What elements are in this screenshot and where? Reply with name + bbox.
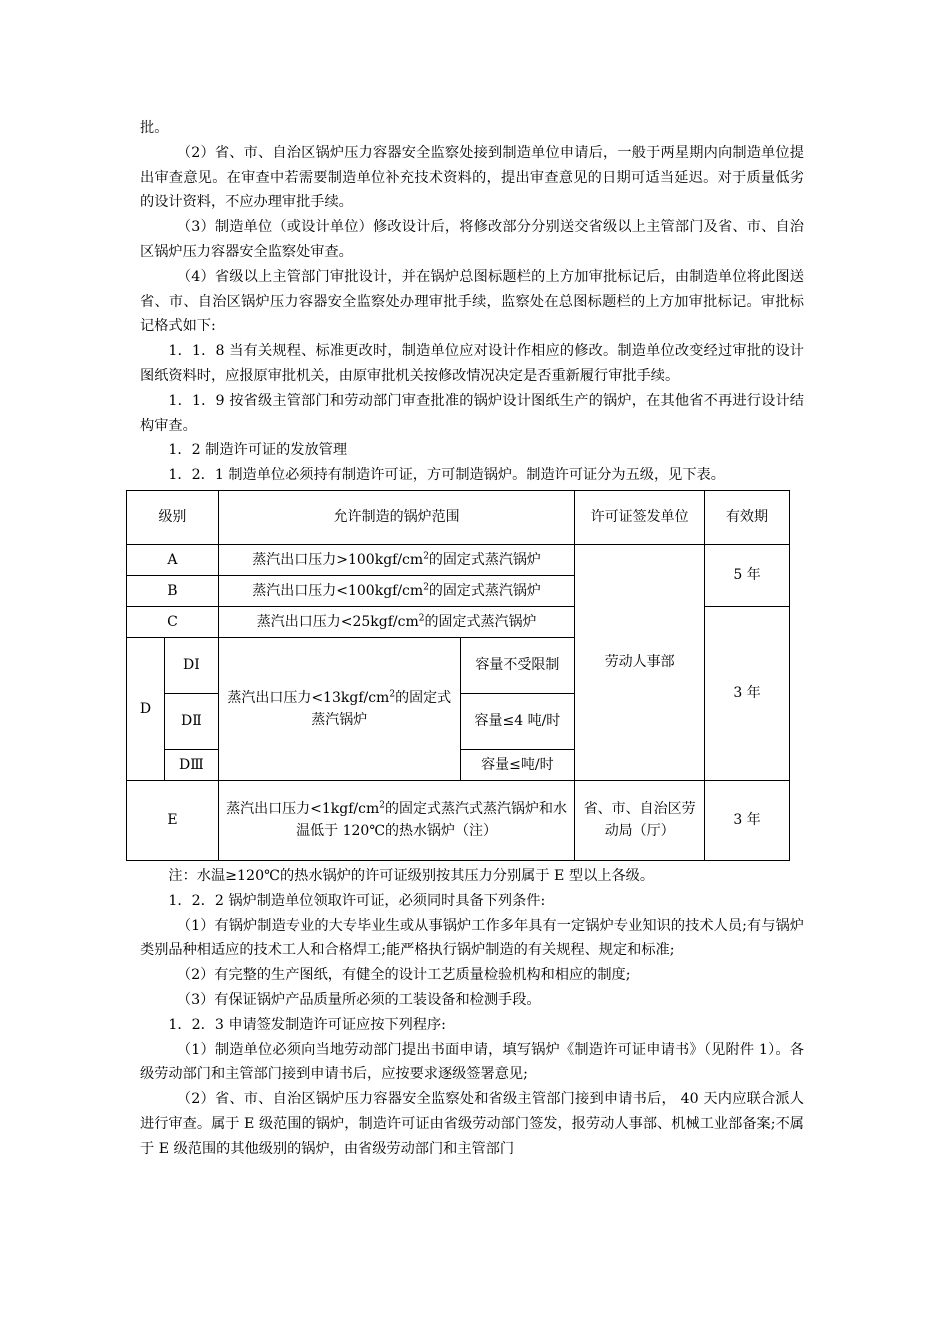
grade-cell: D: [127, 637, 165, 780]
paragraph: （1）有锅炉制造专业的大专毕业生或从事锅炉工作多年具有一定锅炉专业知识的技术人员;有与锅炉类别品种相适应的技术工人和合格焊工;能严格执行锅炉制造的有关规程、规定和标准;: [140, 917, 804, 959]
table-note: 注：水温≥120℃的热水锅炉的许可证级别按其压力分别属于 E 型以上各级。: [168, 867, 655, 884]
paragraph: （2）省、市、自治区锅炉压力容器安全监察处接到制造单位申请后，一般于两星期内向制造单位提出审查意见。在审查中若需要制造单位补充技术资料的，提出审查意见的日期可适当延迟。对于质量低劣的设计资料，不应办理审批手续。: [140, 144, 804, 211]
validity-cell: 5 年: [705, 544, 790, 606]
paragraph: （1）制造单位必须向当地劳动部门提出书面申请，填写锅炉《制造许可证申请书》（见附件 1）。各级劳动部门和主管部门接到申请书后，应按要求逐级签署意见;: [140, 1041, 804, 1083]
header-issuer: 许可证签发单位: [575, 490, 705, 544]
grade-cell: B: [127, 575, 219, 606]
paragraph: 批。: [140, 120, 169, 136]
issuer-cell: 省、市、自治区劳动局（厅）: [575, 780, 705, 860]
section-1-1-8: 1．1．8 当有关规程、标准更改时，制造单位应对设计作相应的修改。制造单位改变经过审批的设计图纸资料时，应报原审批机关，由原审批机关按修改情况决定是否重新履行审批手续。: [140, 343, 804, 384]
grade-cell: A: [127, 544, 219, 575]
subgrade-cell: DⅢ: [164, 749, 218, 780]
section-1-2-2: 1．2．2 锅炉制造单位领取许可证，必须同时具备下列条件:: [168, 892, 546, 909]
issuer-cell: 劳动人事部: [575, 544, 705, 780]
grade-cell: E: [127, 780, 219, 860]
capacity-cell: 容量≤4 吨/时: [460, 693, 575, 749]
scope-cell: 蒸汽出口压力$>100kgf/cm^2$的固定式蒸汽锅炉: [218, 544, 574, 575]
heading-1-2: 1．2 制造许可证的发放管理: [168, 442, 348, 459]
paragraph: （3）制造单位（或设计单位）修改设计后，将修改部分分别送交省级以上主管部门及省、市、自治区锅炉压力容器安全监察处审查。: [140, 219, 804, 260]
table-header-row: [127, 490, 790, 544]
document-page: [140, 116, 804, 1162]
scope-cell: 蒸汽出口压力$<100kgf/cm^2$的固定式蒸汽锅炉: [218, 575, 574, 606]
subgrade-cell: DⅡ: [164, 693, 218, 749]
header-validity: 有效期: [705, 490, 790, 544]
scope-cell: 蒸汽出口压力$<13kgf/cm^2$的固定式蒸汽锅炉: [218, 637, 460, 780]
grade-cell: C: [127, 606, 219, 637]
section-1-2-1: 1．2．1 制造单位必须持有制造许可证，方可制造锅炉。制造许可证分为五级，见下表。: [168, 467, 725, 484]
scope-cell: 蒸汽出口压力$<1kgf/cm^2$的固定式蒸汽式蒸汽锅炉和水温低于 120℃的热水锅炉（注）: [218, 780, 574, 860]
section-1-2-3: 1．2．3 申请签发制造许可证应按下列程序:: [168, 1016, 446, 1033]
header-scope: 允许制造的锅炉范围: [218, 490, 574, 544]
subgrade-cell: DⅠ: [164, 637, 218, 693]
paragraph: （3）有保证锅炉产品质量所必须的工装设备和检测手段。: [176, 991, 541, 1008]
paragraph: （2）省、市、自治区锅炉压力容器安全监察处和省级主管部门接到申请书后， 40 天内应联合派人进行审查。属于 E 级范围的锅炉，制造许可证由省级劳动部门签发，报劳动人事部、机械工业部备案;不属于 E 级范围的其他级别的锅炉，由省级劳动部门和主管部门: [140, 1091, 804, 1157]
paragraph: （2）有完整的生产图纸，有健全的设计工艺质量检验机构和相应的制度;: [176, 967, 631, 984]
section-1-1-9: 1．1．9 按省级主管部门和劳动部门审查批准的锅炉设计图纸生产的锅炉，在其他省不再进行设计结构审查。: [140, 392, 804, 434]
capacity-cell: 容量不受限制: [460, 637, 575, 693]
validity-cell: 3 年: [705, 780, 790, 860]
validity-cell: 3 年: [705, 606, 790, 780]
scope-cell: 蒸汽出口压力$<25kgf/cm^2$的固定式蒸汽锅炉: [218, 606, 574, 637]
table-row: [127, 780, 790, 860]
header-grade: 级别: [127, 490, 219, 544]
table-row: [127, 544, 790, 575]
paragraph: （4）省级以上主管部门审批设计，并在锅炉总图标题栏的上方加审批标记后，由制造单位将此图送省、市、自治区锅炉压力容器安全监察处办理审批手续，监察处在总图标题栏的上方加审批标记。审批标记格式如下:: [140, 268, 804, 335]
capacity-cell: 容量≤吨/时: [460, 749, 575, 780]
license-grade-table: [126, 490, 790, 861]
